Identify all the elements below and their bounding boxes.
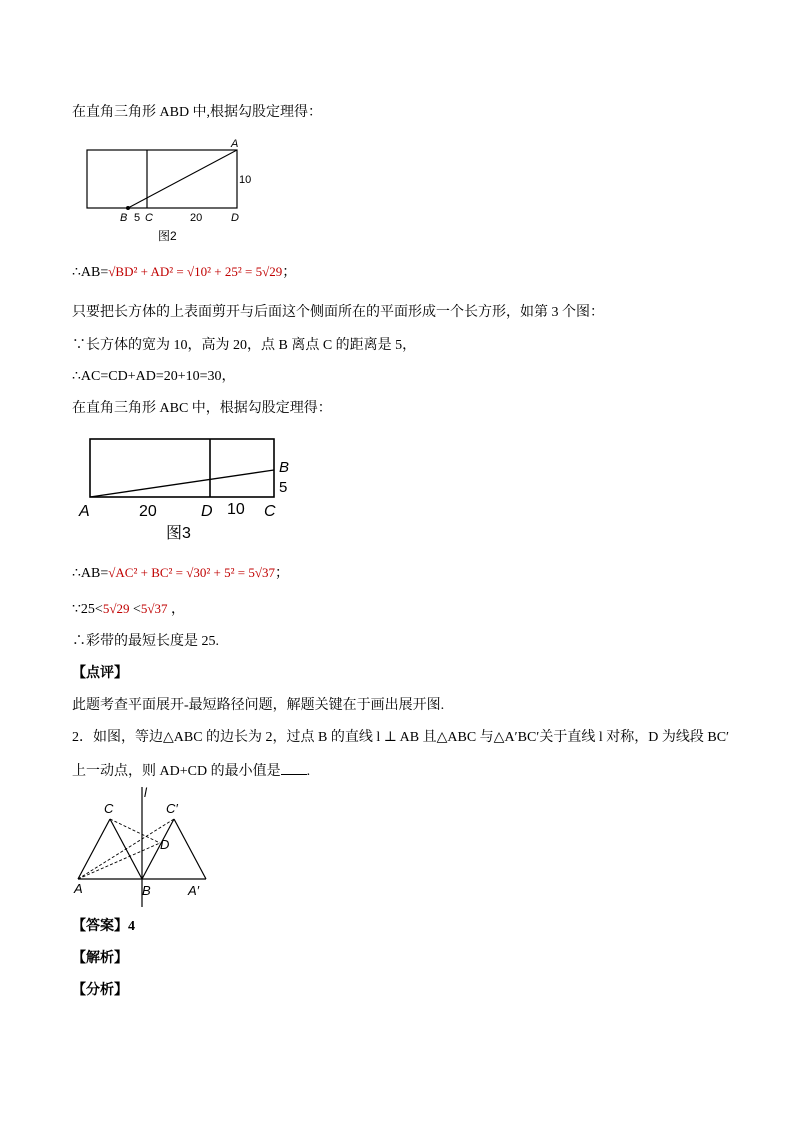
tri-label-B: B — [142, 883, 151, 898]
text-line-1: 在直角三角形 ABD 中,根据勾股定理得： — [72, 105, 323, 120]
figure-3 — [76, 430, 306, 553]
formula-ab-1: √BD² + AD² = √10² + 25² = 5√29 — [108, 264, 283, 279]
fig3-num-5: 5 — [279, 479, 288, 496]
fig3-num-20: 20 — [139, 503, 157, 520]
fig2-label-A: A — [231, 138, 239, 150]
fig2-caption: 图2 — [158, 229, 177, 243]
fig3-caption: 图3 — [166, 525, 191, 542]
tri-label-A: A — [74, 881, 83, 896]
fig3-label-A: A — [79, 503, 90, 520]
tri-label-D: D — [160, 837, 170, 852]
question-2-line-2: 上一动点，则 AD+CD 的最小值是 . — [72, 760, 310, 782]
fig2-num-20: 20 — [190, 212, 203, 224]
section-comment: 【点评】 — [72, 666, 128, 681]
fig2-label-C: C — [145, 212, 153, 224]
section-analysis: 【解析】 — [72, 951, 128, 966]
figure-2 — [80, 138, 270, 253]
section-answer: 【答案】4 — [72, 919, 135, 934]
text-line-9: ∴彩带的最短长度是 25. — [72, 634, 219, 649]
fig3-label-D: D — [201, 503, 213, 520]
answer-blank — [281, 760, 307, 775]
fig2-label-B: B — [120, 212, 128, 224]
tri-label-C: C — [104, 801, 114, 816]
text-line-2: ∴AB=√BD² + AD² = √10² + 25² = 5√29； — [72, 264, 297, 280]
formula-ab-2: √AC² + BC² = √30² + 5² = 5√37 — [108, 565, 275, 580]
fig2-num-10: 10 — [239, 174, 252, 186]
text-line-11: 此题考查平面展开-最短路径问题，解题关键在于画出展开图. — [72, 698, 445, 713]
fig3-num-10: 10 — [227, 501, 245, 518]
fig3-label-C: C — [264, 503, 276, 520]
tri-label-l: l — [144, 785, 147, 800]
text-line-6: 在直角三角形 ABC 中，根据勾股定理得： — [72, 401, 332, 416]
text-line-3: 只要把长方体的上表面剪开与后面这个侧面所在的平面形成一个长方形，如第 3 个图： — [72, 305, 604, 320]
fig2-num-5: 5 — [134, 212, 141, 224]
text-line-7: ∴AB=√AC² + BC² = √30² + 5² = 5√37； — [72, 565, 289, 581]
section-breakdown: 【分析】 — [72, 983, 128, 998]
fig2-label-D: D — [231, 212, 239, 224]
question-2-line-1: 2．如图，等边△ABC 的边长为 2，过点 B 的直线 l ⊥ AB 且△ABC 与△A′BC′关于直线 l 对称，D 为线段 BC′ — [72, 730, 730, 745]
fig3-label-B: B — [279, 459, 290, 476]
text-line-5: ∴AC=CD+AD=20+10=30， — [72, 369, 236, 384]
tri-label-A-prime: A′ — [188, 883, 200, 898]
text-line-8: ∵25<5√29 <5√37 ， — [72, 601, 185, 617]
figure-triangle — [68, 785, 218, 918]
tri-label-C-prime: C′ — [166, 801, 178, 816]
text-line-4: ∵长方体的宽为 10，高为 20，点 B 离点 C 的距离是 5， — [72, 338, 417, 353]
